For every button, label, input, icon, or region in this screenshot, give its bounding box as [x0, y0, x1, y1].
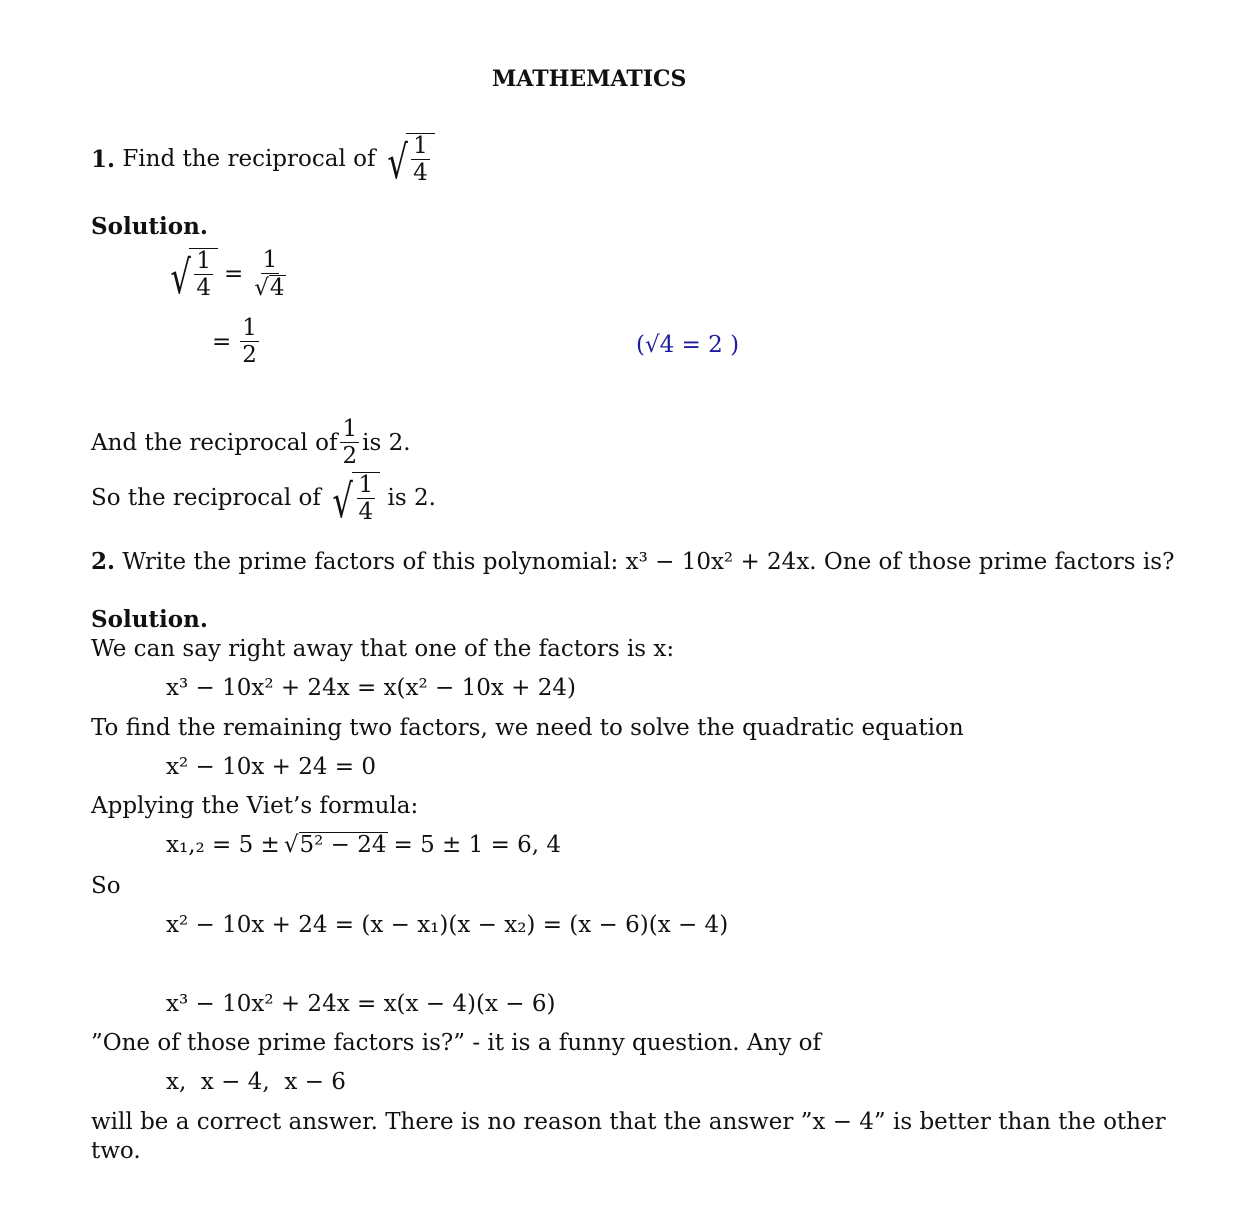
fraction: 1 √ 4	[254, 247, 285, 302]
sqrt-expression: √ $\frac{1}{4}$	[328, 472, 380, 524]
funny-question-text: ”One of those prime factors is?” - it is a funny question. Any of	[91, 1030, 821, 1056]
equation-factor-x: x³ − 10x² + 24x = x(x² − 10x + 24)	[166, 675, 576, 701]
sqrt-expression: √ $\frac{1}{4}$	[383, 133, 435, 185]
question-text: Find the reciprocal of	[122, 146, 376, 173]
question-number: 1.	[91, 145, 116, 173]
roots-equation: x₁,₂ = 5 ± √ 5² − 24 = 5 ± 1 = 6, 4	[166, 832, 562, 859]
reciprocal-statement: And the reciprocal of $\frac{1}{2}$ is 2.	[91, 416, 411, 470]
question-1	[91, 133, 435, 190]
conclusion-statement: So the reciprocal of √ $\frac{1}{4}$ is 2.	[91, 472, 436, 529]
fraction: $\frac{1}{2}$	[242, 315, 257, 369]
factorization-equation: x² − 10x + 24 = (x − x₁)(x − x₂) = (x − 6)(x − 4)	[166, 912, 729, 938]
sqrt-expression: √ $\frac{1}{4}$	[166, 248, 218, 300]
question-text: Write the prime factors of this polynomial: x³ − 10x² + 24x. One of those prime factors is?	[122, 549, 1175, 575]
full-factorization: x³ − 10x² + 24x = x(x − 4)(x − 6)	[166, 991, 556, 1017]
conclusion-line-1: will be a correct answer. There is no reason that the answer ”x − 4” is better than the other	[91, 1109, 1166, 1135]
side-note: (√4 = 2 )	[636, 332, 740, 358]
conclusion-line-2: two.	[91, 1138, 141, 1164]
solution-label: Solution.	[91, 213, 208, 240]
sqrt-expression: √ 5² − 24	[283, 832, 387, 859]
quadratic-equation: x² − 10x + 24 = 0	[166, 754, 377, 780]
solution-step-2: = $\frac{1}{2}$	[212, 315, 257, 369]
solution-intro: We can say right away that one of the factors is x:	[91, 636, 675, 662]
solution-label: Solution.	[91, 606, 208, 633]
viet-formula-text: Applying the Viet’s formula:	[91, 793, 419, 819]
factor-list: x, x − 4, x − 6	[166, 1069, 346, 1095]
so-label: So	[91, 873, 121, 899]
remaining-factors-text: To find the remaining two factors, we need to solve the quadratic equation	[91, 715, 964, 741]
solution-step-1: √ $\frac{1}{4}$ = 1 √ 4	[166, 248, 291, 300]
question-2	[91, 548, 1174, 575]
fraction: $\frac{1}{2}$	[342, 416, 358, 470]
question-number: 2.	[91, 548, 116, 575]
page-title: MATHEMATICS	[492, 66, 687, 92]
fraction: $\frac{1}{4}$	[413, 133, 428, 187]
